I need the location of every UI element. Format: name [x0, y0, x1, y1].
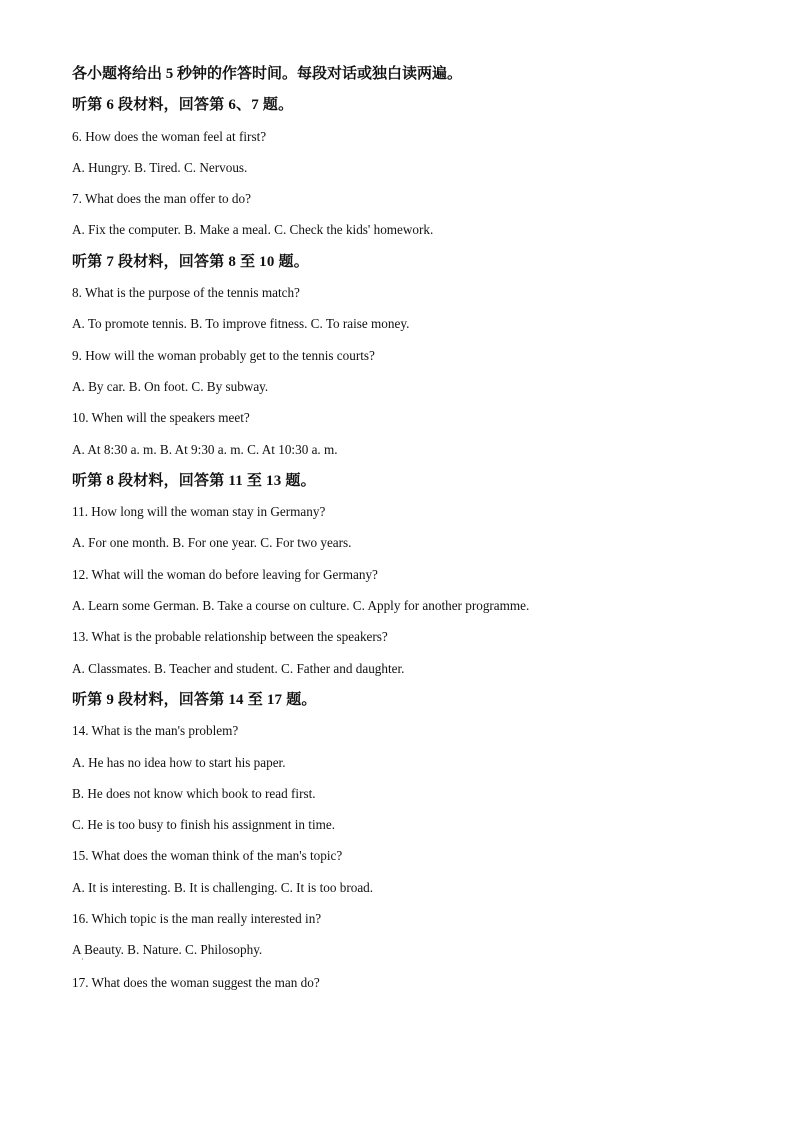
section-heading-7: 听第 7 段材料，回答第 8 至 10 题。: [72, 253, 309, 270]
options-12: A. Learn some German. B. Take a course on culture. C. Apply for another programme.: [72, 598, 530, 614]
question-13: 13. What is the probable relationship between the speakers?: [72, 629, 388, 645]
section-heading-8: 听第 8 段材料，回答第 11 至 13 题。: [72, 472, 316, 489]
question-9: 9. How will the woman probably get to the tennis courts?: [72, 347, 375, 363]
question-6: 6. How does the woman feel at first?: [72, 128, 267, 144]
section-heading-6: 听第 6 段材料，回答第 6、7 题。: [72, 97, 294, 114]
stray-mark-row: [72, 955, 732, 973]
question-10: 10. When will the speakers meet?: [72, 410, 250, 426]
options-16: A Beauty. B. Nature. C. Philosophy.: [72, 942, 263, 958]
question-14: 14. What is the man's problem?: [72, 723, 239, 739]
options-11: A. For one month. B. For one year. C. For two years.: [72, 535, 352, 551]
options-8: A. To promote tennis. B. To improve fitness. C. To raise money.: [72, 316, 410, 332]
options-10: A. At 8:30 a. m. B. At 9:30 a. m. C. At 10:30 a. m.: [72, 441, 338, 457]
options-15: A. It is interesting. B. It is challenging. C. It is too broad.: [72, 879, 374, 895]
options-7: A. Fix the computer. B. Make a meal. C. Check the kids' homework.: [72, 222, 434, 238]
option-14a: A. He has no idea how to start his paper.: [72, 754, 286, 770]
options-9: A. By car. B. On foot. C. By subway.: [72, 378, 269, 394]
exam-page: [72, 64, 732, 1005]
option-14b: B. He does not know which book to read first.: [72, 785, 316, 801]
stray-mark: ·: [81, 955, 84, 965]
question-12: 12. What will the woman do before leaving for Germany?: [72, 566, 378, 582]
question-17: 17. What does the woman suggest the man do?: [72, 975, 320, 991]
options-6: A. Hungry. B. Tired. C. Nervous.: [72, 159, 248, 175]
option-14c: C. He is too busy to finish his assignment in time.: [72, 817, 336, 833]
intro-instruction: 各小题将给出 5 秒钟的作答时间。每段对话或独白读两遍。: [72, 66, 463, 82]
question-8: 8. What is the purpose of the tennis match?: [72, 285, 300, 301]
section-heading-9: 听第 9 段材料，回答第 14 至 17 题。: [72, 691, 317, 708]
question-15: 15. What does the woman think of the man's topic?: [72, 848, 343, 864]
options-13: A. Classmates. B. Teacher and student. C. Father and daughter.: [72, 660, 405, 676]
question-7: 7. What does the man offer to do?: [72, 191, 251, 207]
question-11: 11. How long will the woman stay in Germany?: [72, 504, 326, 520]
question-16: 16. Which topic is the man really interested in?: [72, 911, 322, 927]
